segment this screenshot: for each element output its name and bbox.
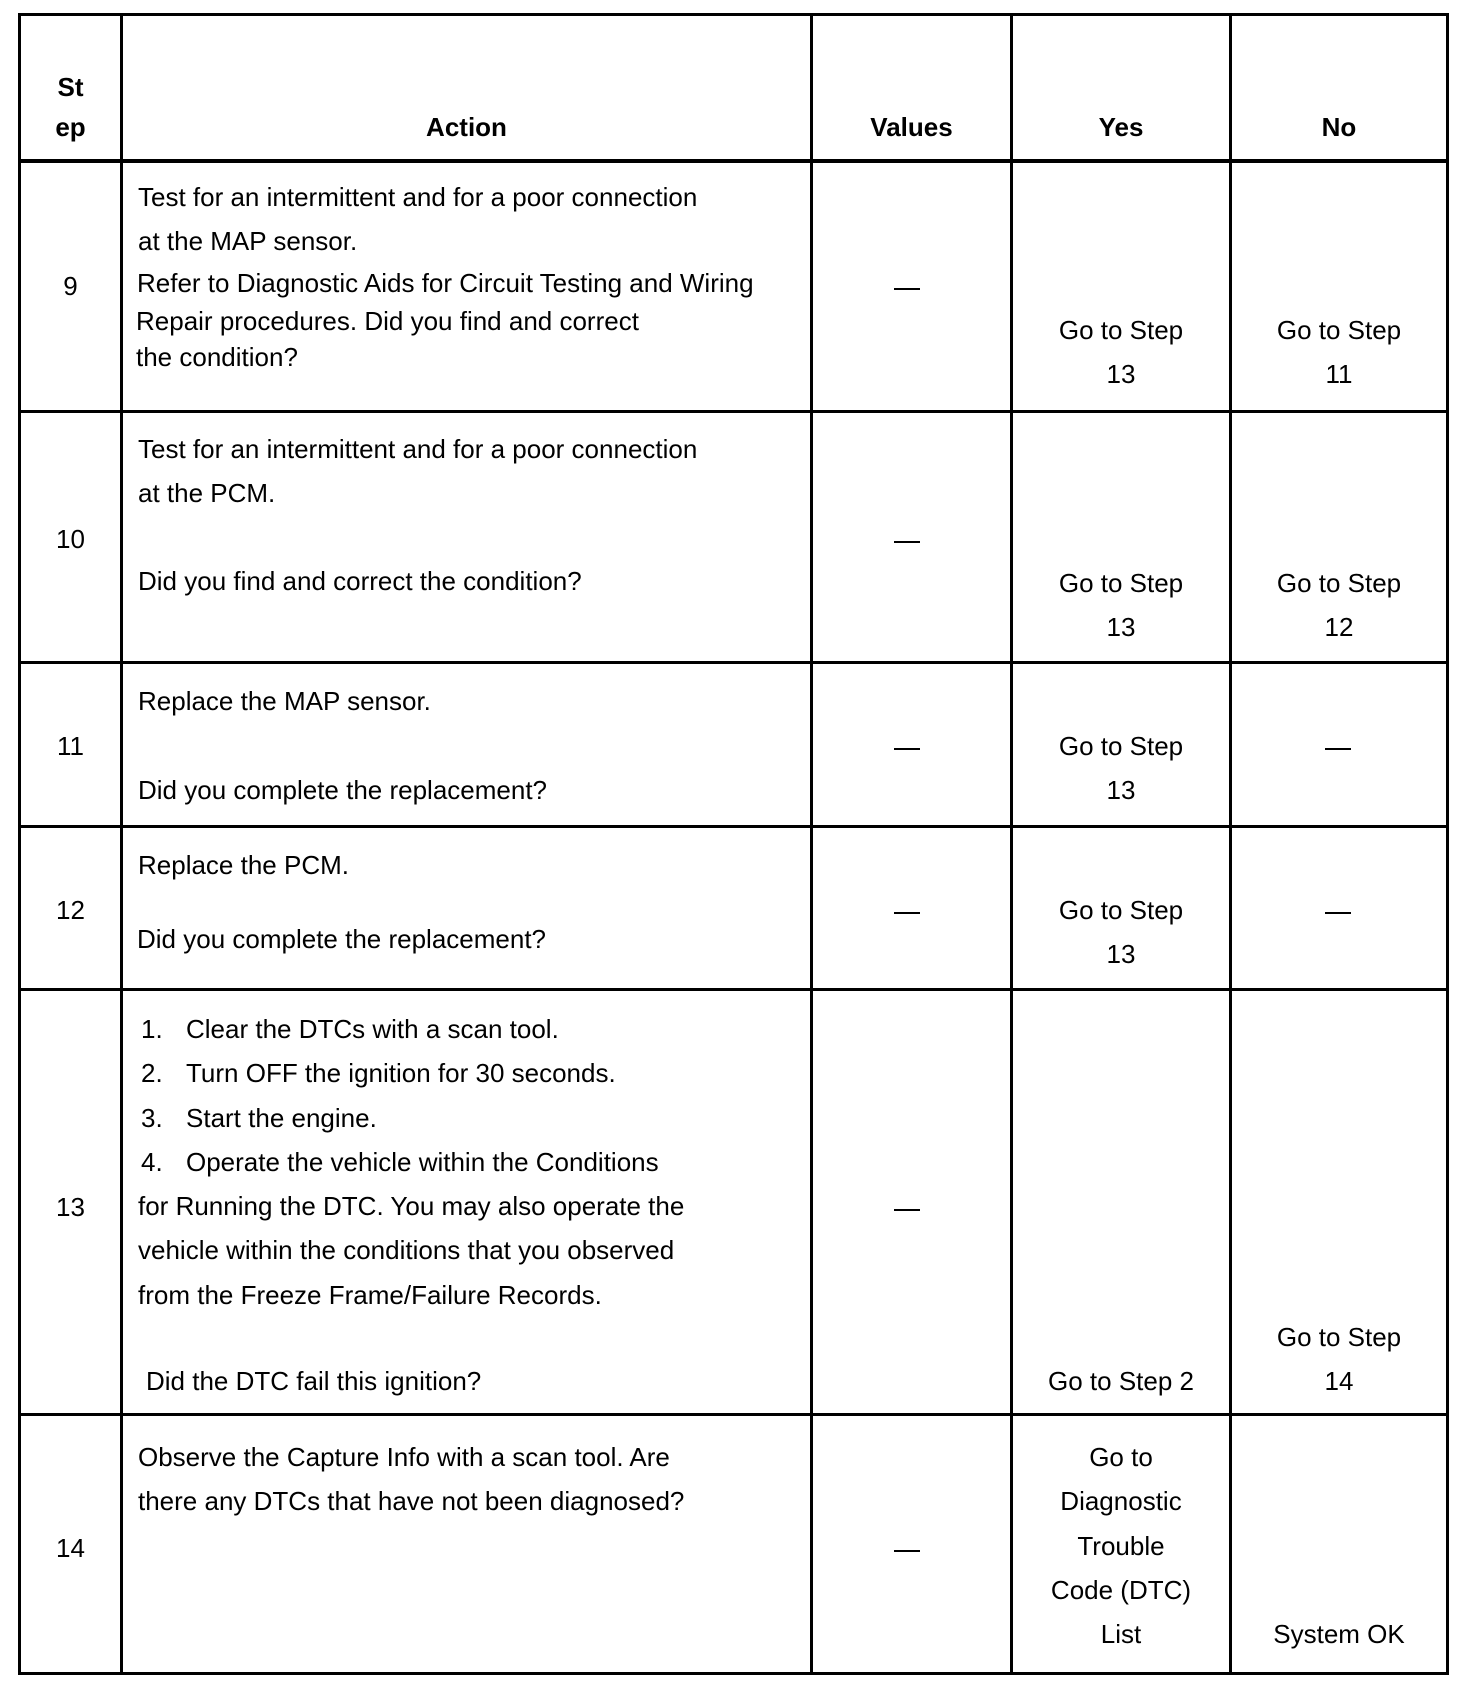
header-step: ep <box>55 112 86 142</box>
no-text: 11 <box>1325 359 1353 389</box>
action-text: Did you find and correct the condition? <box>138 566 582 596</box>
step-number: 10 <box>56 524 85 554</box>
no-text: 14 <box>1324 1366 1354 1396</box>
step-number: 13 <box>56 1192 85 1222</box>
yes-text: 13 <box>1106 775 1136 805</box>
yes-text: Go to <box>1089 1442 1153 1472</box>
action-text: Replace the MAP sensor. <box>138 686 431 716</box>
yes-text: List <box>1100 1619 1142 1649</box>
action-text: at the MAP sensor. <box>138 226 358 256</box>
header-values: Values <box>870 112 953 142</box>
action-text: Test for an intermittent and for a poor connection <box>138 182 698 212</box>
step-number: 9 <box>63 271 78 301</box>
grid-line <box>18 661 1449 664</box>
grid-line <box>1446 13 1449 1675</box>
yes-text: Go to Step <box>1058 568 1184 598</box>
list-number: 1. <box>141 1014 163 1044</box>
no-text: System OK <box>1273 1619 1405 1649</box>
action-text: from the Freeze Frame/Failure Records. <box>138 1280 602 1310</box>
header-yes: Yes <box>1098 112 1144 142</box>
em-dash <box>894 288 920 290</box>
no-text: Go to Step <box>1276 315 1402 345</box>
yes-text: 13 <box>1106 359 1136 389</box>
action-text: there any DTCs that have not been diagnosed? <box>138 1486 685 1516</box>
header-action: Action <box>426 112 507 142</box>
em-dash <box>894 1550 920 1552</box>
grid-line <box>120 13 123 1675</box>
list-number: 3. <box>141 1103 163 1133</box>
grid-line <box>18 159 1449 163</box>
no-text: 12 <box>1324 612 1354 642</box>
action-text: Turn OFF the ignition for 30 seconds. <box>186 1058 616 1088</box>
action-text: Did the DTC fail this ignition? <box>146 1366 482 1396</box>
em-dash <box>894 541 920 543</box>
yes-text: Go to Step <box>1058 731 1184 761</box>
yes-text: Trouble <box>1077 1531 1165 1561</box>
no-text: Go to Step <box>1276 568 1402 598</box>
action-text: Replace the PCM. <box>138 850 349 880</box>
yes-text: Diagnostic <box>1060 1486 1182 1516</box>
action-text: Start the engine. <box>186 1103 377 1133</box>
list-number: 2. <box>141 1058 163 1088</box>
em-dash <box>894 748 920 750</box>
action-text: Repair procedures. Did you find and correct <box>136 306 639 336</box>
grid-line <box>1229 13 1232 1675</box>
action-text: Refer to Diagnostic Aids for Circuit Testing and Wiring <box>137 268 754 298</box>
grid-line <box>18 13 21 1675</box>
grid-line <box>18 1413 1449 1416</box>
em-dash <box>894 912 920 914</box>
grid-line <box>1010 13 1013 1675</box>
grid-line <box>18 988 1449 991</box>
header-step: St <box>57 72 84 102</box>
grid-line <box>18 410 1449 413</box>
action-text: Operate the vehicle within the Conditions <box>186 1147 659 1177</box>
yes-text: Go to Step <box>1058 895 1184 925</box>
step-number: 12 <box>56 895 85 925</box>
yes-text: Code (DTC) <box>1050 1575 1192 1605</box>
action-text: Clear the DTCs with a scan tool. <box>186 1014 559 1044</box>
em-dash <box>1325 748 1351 750</box>
action-text: Test for an intermittent and for a poor connection <box>138 434 698 464</box>
yes-text: 13 <box>1106 939 1136 969</box>
action-text: Did you complete the replacement? <box>138 775 548 805</box>
step-number: 11 <box>57 731 84 761</box>
action-text: at the PCM. <box>138 478 276 508</box>
action-text: Observe the Capture Info with a scan tool. Are <box>138 1442 670 1472</box>
header-no: No <box>1321 112 1357 142</box>
step-number: 14 <box>56 1533 85 1563</box>
grid-line <box>18 1672 1449 1675</box>
no-text: Go to Step <box>1276 1322 1402 1352</box>
action-text: vehicle within the conditions that you observed <box>138 1235 675 1265</box>
em-dash <box>894 1209 920 1211</box>
action-text: the condition? <box>136 342 298 372</box>
list-number: 4. <box>141 1147 163 1177</box>
yes-text: 13 <box>1106 612 1136 642</box>
action-text: for Running the DTC. You may also operate the <box>138 1191 685 1221</box>
grid-line <box>18 13 1449 16</box>
em-dash <box>1325 912 1351 914</box>
grid-line <box>18 825 1449 828</box>
grid-line <box>810 13 813 1675</box>
yes-text: Go to Step <box>1058 315 1184 345</box>
action-text: Did you complete the replacement? <box>137 924 547 954</box>
yes-text: Go to Step 2 <box>1048 1366 1194 1396</box>
